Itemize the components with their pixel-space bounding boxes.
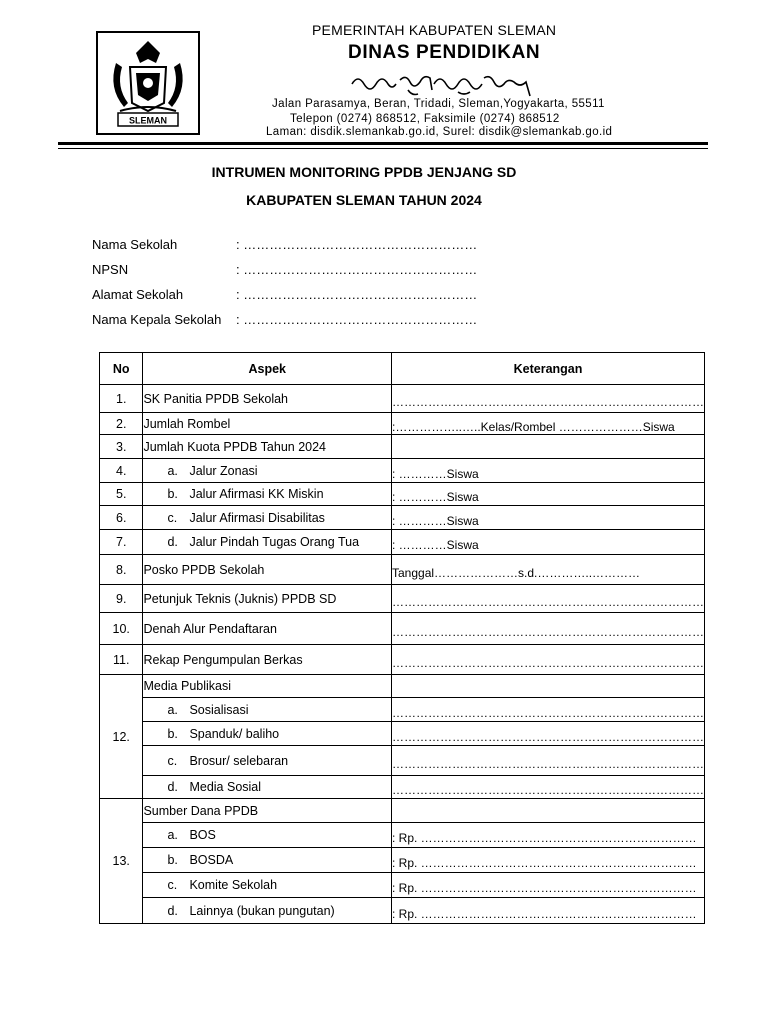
row-keterangan[interactable]: : Rp. ……………………………………………………………: [392, 873, 705, 898]
row-keterangan: [392, 675, 705, 698]
row-aspek: c. Komite Sekolah: [143, 873, 392, 898]
row-keterangan[interactable]: : Rp. ……………………………………………………………: [392, 848, 705, 873]
group-title: Media Publikasi: [143, 675, 392, 698]
row-keterangan[interactable]: : …………Siswa: [392, 483, 705, 506]
header-keterangan: Keterangan: [392, 353, 705, 385]
document-subtitle: KABUPATEN SLEMAN TAHUN 2024: [246, 192, 482, 208]
row-aspek: b. Jalur Afirmasi KK Miskin: [143, 483, 392, 506]
table-row: [100, 823, 705, 848]
info-value[interactable]: : ………………………………………………: [236, 312, 478, 327]
row-keterangan[interactable]: ……………………………………………………………………: [392, 746, 705, 776]
row-aspek: a. BOS: [143, 823, 392, 848]
row-no: 8.: [100, 555, 143, 585]
header-aspek: Aspek: [143, 353, 392, 385]
letterhead-rule-thick: [58, 142, 708, 145]
row-aspek: Jumlah Rombel: [143, 413, 392, 435]
table-row: [100, 413, 705, 435]
row-keterangan[interactable]: : …………Siswa: [392, 530, 705, 555]
row-keterangan[interactable]: ……………………………………………………………………: [392, 776, 705, 799]
table-row: [100, 645, 705, 675]
row-no: 3.: [100, 435, 143, 459]
row-no: 11.: [100, 645, 143, 675]
website-line: Laman: disdik.slemankab.go.id, Surel: disdik@slemankab.go.id: [266, 126, 613, 138]
row-aspek: SK Panitia PPDB Sekolah: [143, 385, 392, 413]
row-keterangan[interactable]: ……………………………………………………………………: [392, 698, 705, 722]
table-row: [100, 585, 705, 613]
table-header-row: [100, 353, 705, 385]
table-row: [100, 873, 705, 898]
row-aspek: Jumlah Kuota PPDB Tahun 2024: [143, 435, 392, 459]
row-aspek: Posko PPDB Sekolah: [143, 555, 392, 585]
government-name: PEMERINTAH KABUPATEN SLEMAN: [312, 22, 557, 38]
table-row: [100, 722, 705, 746]
table-row: [100, 776, 705, 799]
row-keterangan[interactable]: [392, 435, 705, 459]
row-keterangan[interactable]: : Rp. ……………………………………………………………: [392, 823, 705, 848]
info-label: Nama Kepala Sekolah: [92, 312, 222, 327]
row-keterangan[interactable]: ……………………………………………………………………: [392, 645, 705, 675]
info-value[interactable]: : ………………………………………………: [236, 287, 478, 302]
row-no: 4.: [100, 459, 143, 483]
row-no: 6.: [100, 506, 143, 530]
row-aspek: Petunjuk Teknis (Juknis) PPDB SD: [143, 585, 392, 613]
table-row: [100, 555, 705, 585]
phone-line: Telepon (0274) 868512, Faksimile (0274) 868512: [290, 113, 560, 125]
row-no: 5.: [100, 483, 143, 506]
table-row: [100, 675, 705, 698]
row-keterangan[interactable]: ……………………………………………………………………: [392, 722, 705, 746]
info-value[interactable]: : ………………………………………………: [236, 262, 478, 277]
row-no: 12.: [100, 675, 143, 799]
table-row: [100, 698, 705, 722]
info-row-address: [92, 287, 477, 302]
row-keterangan[interactable]: : …………Siswa: [392, 506, 705, 530]
table-row: [100, 483, 705, 506]
row-aspek: Rekap Pengumpulan Berkas: [143, 645, 392, 675]
info-value[interactable]: : ………………………………………………: [236, 237, 478, 252]
row-no: 10.: [100, 613, 143, 645]
row-no: 7.: [100, 530, 143, 555]
row-keterangan[interactable]: ……………………………………………………………………: [392, 613, 705, 645]
info-label: Alamat Sekolah: [92, 287, 184, 302]
agency-name: DINAS PENDIDIKAN: [348, 42, 541, 63]
table-row: [100, 799, 705, 823]
table-row: [100, 613, 705, 645]
info-row-principal: [92, 312, 477, 327]
info-row-school-name: [92, 237, 477, 252]
table-row: [100, 530, 705, 555]
table-row: [100, 435, 705, 459]
row-keterangan[interactable]: ……………………………………………………………………: [392, 585, 705, 613]
document-title: INTRUMEN MONITORING PPDB JENJANG SD: [211, 164, 517, 180]
row-aspek: b. Spanduk/ baliho: [143, 722, 392, 746]
letterhead: [96, 18, 696, 136]
header-no: No: [100, 353, 143, 385]
row-aspek: b. BOSDA: [143, 848, 392, 873]
table-row: [100, 898, 705, 924]
row-no: 13.: [100, 799, 143, 924]
sleman-logo: [96, 31, 200, 135]
row-aspek: d. Jalur Pindah Tugas Orang Tua: [143, 530, 392, 555]
row-no: 9.: [100, 585, 143, 613]
letterhead-rule-thin: [58, 148, 708, 149]
row-keterangan[interactable]: ……………………………………………………………………: [392, 385, 705, 413]
row-keterangan[interactable]: :……………..…..Kelas/Rombel …………………Siswa: [392, 413, 705, 435]
info-label: NPSN: [92, 262, 129, 277]
row-keterangan[interactable]: : …………Siswa: [392, 459, 705, 483]
javanese-script-image: [348, 66, 540, 100]
group-title: Sumber Dana PPDB: [143, 799, 392, 823]
row-keterangan[interactable]: Tanggal…………………s.d.…………..…………: [392, 555, 705, 585]
logo-label: SLEMAN: [129, 115, 167, 126]
row-aspek: a. Jalur Zonasi: [143, 459, 392, 483]
row-aspek: Denah Alur Pendaftaran: [143, 613, 392, 645]
row-aspek: d. Lainnya (bukan pungutan): [143, 898, 392, 924]
address-line: Jalan Parasamya, Beran, Tridadi, Sleman,Yogyakarta, 55511: [272, 98, 605, 110]
info-row-npsn: [92, 262, 477, 277]
table-row: [100, 459, 705, 483]
row-aspek: c. Brosur/ selebaran: [143, 746, 392, 776]
row-keterangan: [392, 799, 705, 823]
table-row: [100, 385, 705, 413]
row-keterangan[interactable]: : Rp. ……………………………………………………………: [392, 898, 705, 924]
row-no: 2.: [100, 413, 143, 435]
info-label: Nama Sekolah: [92, 237, 178, 252]
row-aspek: c. Jalur Afirmasi Disabilitas: [143, 506, 392, 530]
row-no: 1.: [100, 385, 143, 413]
table-row: [100, 746, 705, 776]
table-row: [100, 506, 705, 530]
row-aspek: d. Media Sosial: [143, 776, 392, 799]
table-row: [100, 848, 705, 873]
row-aspek: a. Sosialisasi: [143, 698, 392, 722]
monitoring-table: [99, 352, 705, 924]
